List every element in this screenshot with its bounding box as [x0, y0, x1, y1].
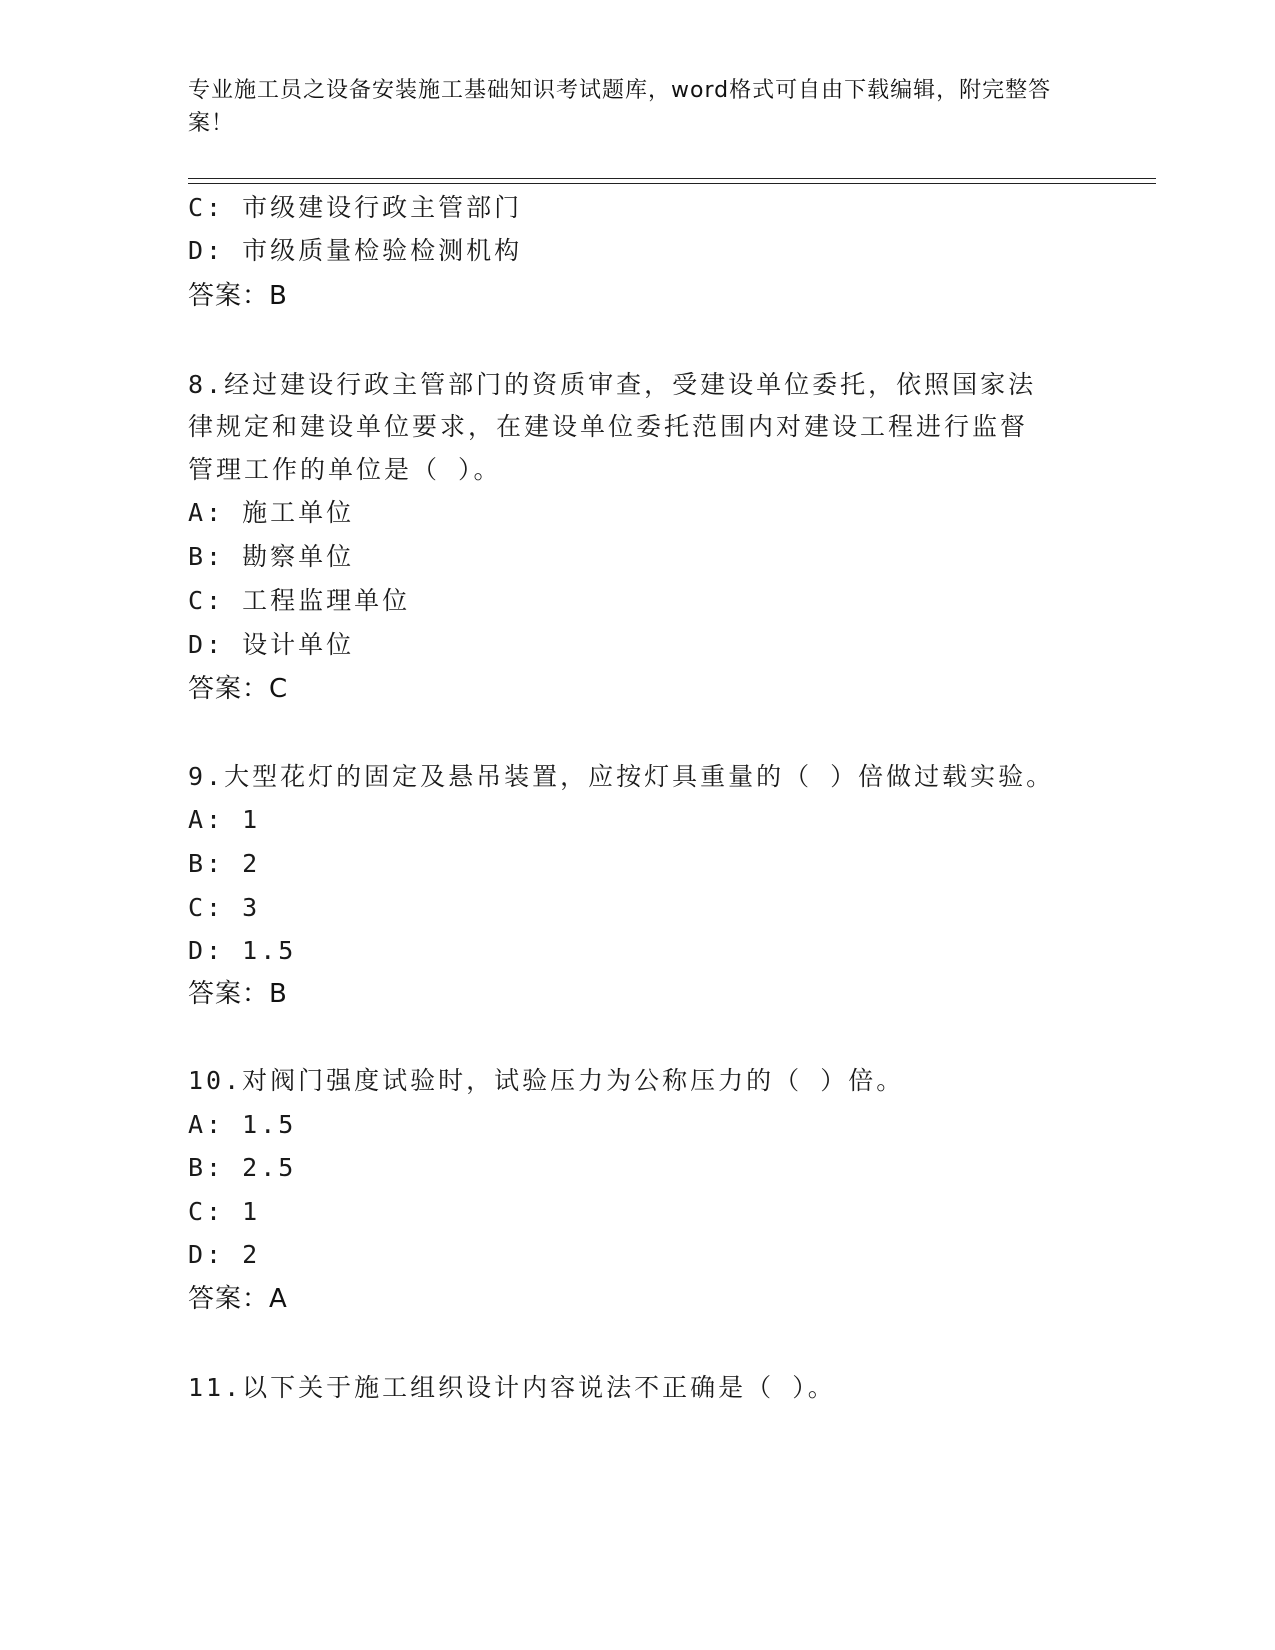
answer-q9: 答案：B: [188, 979, 288, 1009]
answer-q10: 答案：A: [188, 1284, 288, 1314]
question-11: 11.以下关于施工组织设计内容说法不正确是（ ）。: [188, 1373, 836, 1402]
option-d-q8: D: 设计单位: [188, 630, 355, 659]
option-c-q7: C: 市级建设行政主管部门: [188, 193, 523, 222]
option-d-q9: D: 1.5: [188, 936, 297, 965]
question-10: 10.对阀门强度试验时，试验压力为公称压力的（ ）倍。: [188, 1066, 905, 1095]
question-9: 9.大型花灯的固定及悬吊装置，应按灯具重量的（ ）倍做过载实验。: [188, 762, 1055, 791]
question-8-line-3: 管理工作的单位是（ ）。: [188, 455, 502, 484]
answer-q7: 答案：B: [188, 281, 288, 311]
option-d-q7: D: 市级质量检验检测机构: [188, 236, 523, 265]
option-b-q10: B: 2.5: [188, 1153, 297, 1182]
option-a-q10: A: 1.5: [188, 1110, 297, 1139]
option-d-q10: D: 2: [188, 1240, 261, 1269]
document-header: 专业施工员之设备安装施工基础知识考试题库，word格式可自由下载编辑，附完整答案！: [188, 78, 1052, 136]
header-rule-bottom: [188, 183, 1156, 184]
question-8-line-2: 律规定和建设单位要求，在建设单位委托范围内对建设工程进行监督: [188, 412, 1029, 441]
option-c-q10: C: 1: [188, 1197, 261, 1226]
header-rule-top: [188, 178, 1156, 179]
question-8-line-1: 8.经过建设行政主管部门的资质审查，受建设单位委托，依照国家法: [188, 370, 1037, 399]
answer-q8: 答案：C: [188, 674, 289, 704]
option-a-q8: A: 施工单位: [188, 498, 355, 527]
option-c-q9: C: 3: [188, 893, 261, 922]
option-a-q9: A: 1: [188, 805, 261, 834]
option-b-q8: B: 勘察单位: [188, 542, 355, 571]
option-b-q9: B: 2: [188, 849, 261, 878]
option-c-q8: C: 工程监理单位: [188, 586, 411, 615]
